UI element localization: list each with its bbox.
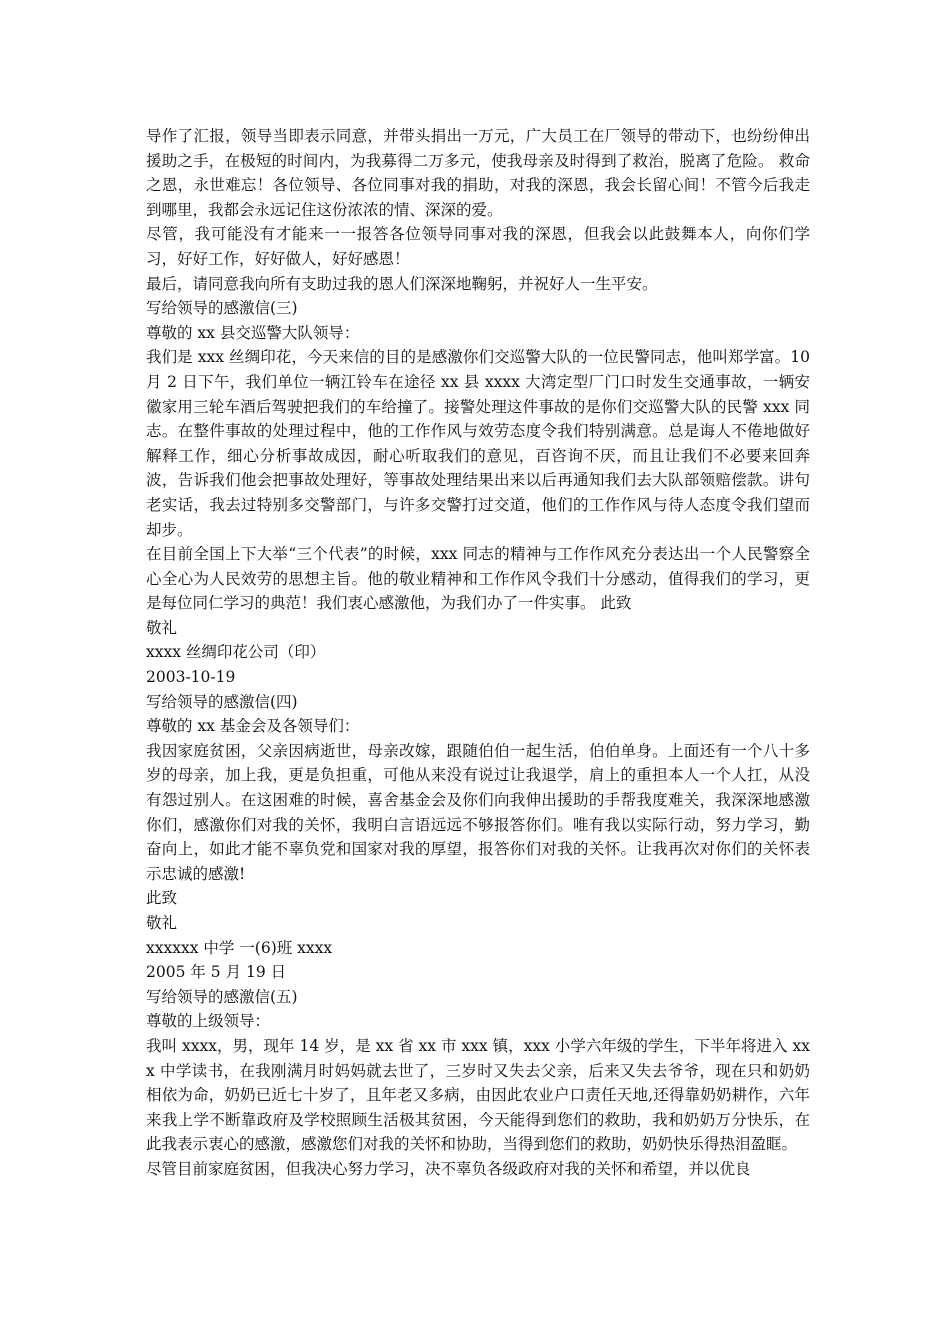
- signature-4: xxxxxx 中学 一(6)班 xxxx: [146, 938, 333, 957]
- date-3: 2003-10-19: [146, 668, 236, 687]
- regards-4: 敬礼: [146, 914, 178, 932]
- paragraph-traffic-incident: 我们是 xxx 丝绸印花，今天来信的目的是感激你们交巡警大队的一位民警同志，他叫郑学富。10 月 2 日下午，我们单位一辆江铃车在途径 xx 县 xxxx 大湾定型厂门口时发生交通事故，一辆安徽家用三轮车酒后驾驶把我们的车给撞了。接警处理这件事故的是你们交巡警大队的民警 xxx 同志。在整件事故的处理过程中，他的工作作风与效劳态度令我们特别满意。总是诲人不倦地做好解释工作，细心分析事故成因，耐心听取我们的意见，百咨询不厌，而且让我们不必要来回奔波，告诉我们他会把事故处理好，等事故处理结果出来以后再通知我们去大队部领赔偿款。讲句老实话，我去过特别多交警部门，与许多交警打过交道，他们的工作作风与待人态度令我们望而却步。: [146, 348, 810, 539]
- regards-3: 敬礼: [146, 618, 178, 637]
- paragraph-family-hardship: 我因家庭贫困，父亲因病逝世，母亲改嫁，跟随伯伯一起生活，伯伯单身。上面还有一个八十多岁的母亲，加上我，更是负担重，可他从来没有说过让我退学，肩上的重担本人一个人扛，从没有怨过别人。在这困难的时候，喜舍基金会及你们向我伸出援助的手帮我度难关，我深深地感激你们，感激你们对我的关怀，我明白言语远远不够报答你们。唯有我以实际行动，努力学习，勤奋向上，如此才能不辜负党和国家对我的厚望，报答你们对我的关怀。让我再次对你们的关怀表示忠诚的感激!: [146, 741, 810, 883]
- paragraph-determination: 尽管目前家庭贫困，但我决心努力学习，决不辜负各级政府对我的关怀和希望，并以优良: [146, 1159, 751, 1178]
- closing-4: 此致: [146, 889, 178, 908]
- letter-body: [146, 124, 810, 1182]
- paragraph-student-story: 我叫 xxxx，男，现年 14 岁，是 xx 省 xx 市 xxx 镇，xxx 小学六年级的学生，下半年将进入 xxx 中学读书，在我刚满月时妈妈就去世了，三岁时又失去父亲，后来又失去爷爷，现在只和奶奶相依为命，奶奶已近七十岁了，且年老又多病，由因此农业户口责任天地,还得靠奶奶耕作，六年来我上学不断靠政府及学校照顾生活极其贫困，今天能得到您们的救助，我和奶奶万分快乐，在此我表示衷心的感激，感激您们对我的关怀和协助，当得到您们的救助，奶奶快乐得热泪盈眶。: [146, 1036, 810, 1154]
- paragraph-repay: 尽管，我可能没有才能来一一报答各位领导同事对我的深恩，但我会以此鼓舞本人，向你们学习，好好工作，好好做人，好好感恩！: [146, 225, 810, 268]
- letter-heading-4: 写给领导的感激信(四): [146, 692, 298, 711]
- salutation-5: 尊敬的上级领导：: [146, 1012, 271, 1031]
- date-4: 2005 年 5 月 19 日: [146, 963, 287, 982]
- paragraph-closing-wish: 最后，请同意我向所有支助过我的恩人们深深地鞠躬，并祝好人一生平安。: [146, 274, 658, 293]
- letter-heading-3: 写给领导的感激信(三): [146, 299, 298, 318]
- signature-3: xxxx 丝绸印花公司（印）: [146, 643, 326, 662]
- paragraph-three-represents: 在目前全国上下大举“三个代表”的时候，xxx 同志的精神与工作作风充分表达出一个人民警察全心全心为人民效劳的思想主旨。他的敬业精神和工作作风令我们十分感动，值得我们的学习，更是每位同仁学习的典范！我们衷心感激他，为我们办了一件实事。 此致: [146, 545, 810, 613]
- salutation-4: 尊敬的 xx 基金会及各领导们：: [146, 717, 360, 736]
- paragraph-report: 导作了汇报，领导当即表示同意，并带头捐出一万元，广大员工在厂领导的带动下，也纷纷伸出援助之手，在极短的时间内，为我募得二万多元，使我母亲及时得到了救治，脱离了危险。 救命之恩，永世难忘！各位领导、各位同事对我的捐助，对我的深恩，我会长留心间！不管今后我走到哪里，我都会永远记住这份浓浓的情、深深的爱。: [146, 127, 810, 219]
- letter-heading-5: 写给领导的感激信(五): [146, 987, 298, 1006]
- salutation-3: 尊敬的 xx 县交巡警大队领导：: [146, 323, 360, 342]
